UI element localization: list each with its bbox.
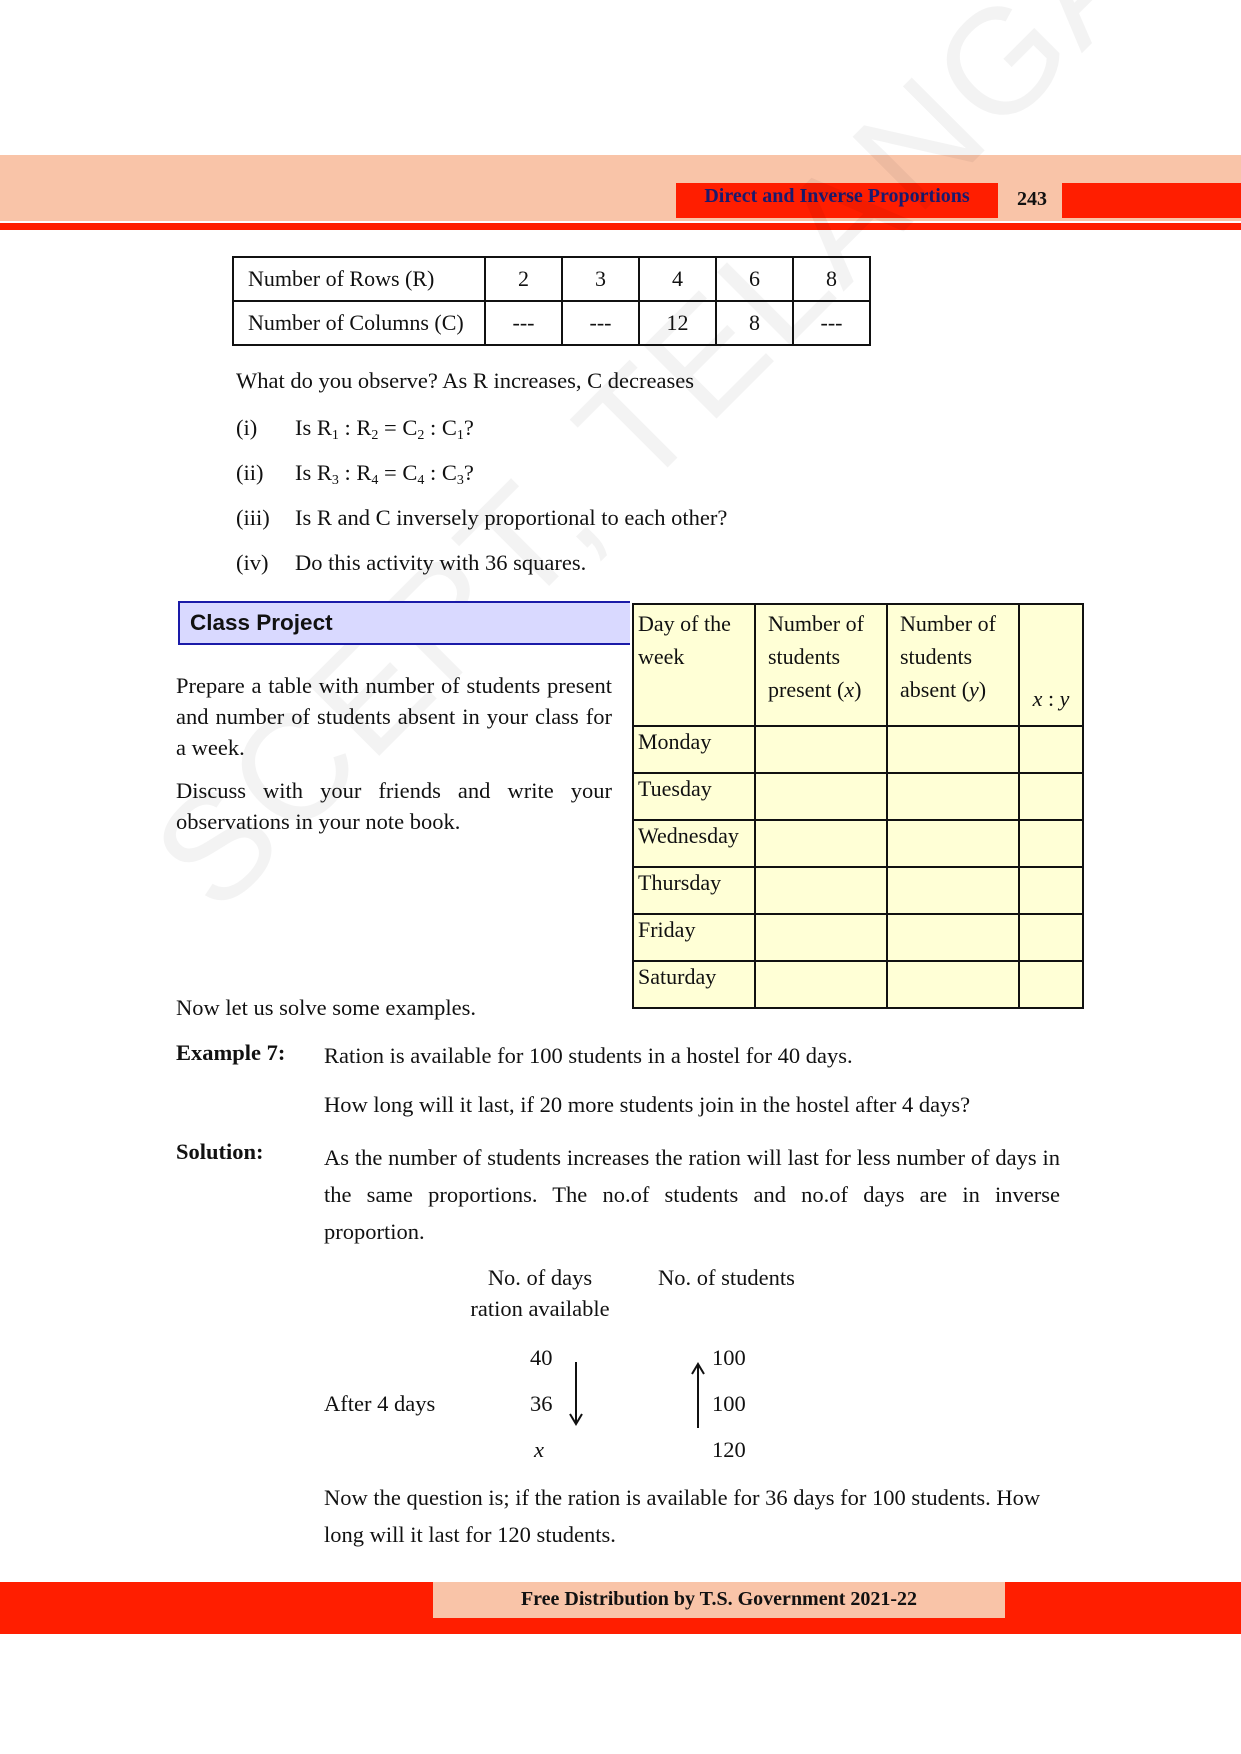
- solution-label: Solution:: [176, 1139, 264, 1164]
- days-header: [440, 1262, 640, 1324]
- table-cell[interactable]: [755, 914, 887, 961]
- table-cell[interactable]: [755, 773, 887, 820]
- students-value: 100: [712, 1345, 746, 1370]
- chapter-title: Direct and Inverse Proportions: [704, 185, 970, 207]
- table-cell[interactable]: [755, 867, 887, 914]
- example-line2: How long will it last, if 20 more students join in the hostel after 4 days?: [324, 1092, 971, 1117]
- table-cell: 8: [793, 257, 870, 301]
- students-header: No. of students: [658, 1265, 795, 1290]
- days-header-line2: ration available: [470, 1296, 610, 1321]
- table-cell: 4: [639, 257, 716, 301]
- class-project-title: Class Project: [190, 610, 333, 635]
- day-cell: Monday: [633, 726, 755, 773]
- table-cell: ---: [485, 301, 562, 345]
- class-project-text: [176, 670, 612, 837]
- table-row: [633, 961, 1083, 1008]
- table-cell[interactable]: [1019, 961, 1083, 1008]
- question-4: Do this activity with 36 squares.: [295, 550, 587, 575]
- column-header: Number of students absent (y): [887, 604, 1019, 726]
- examples-intro: Now let us solve some examples.: [176, 995, 476, 1020]
- example-line1: Ration is available for 100 students in a hostel for 40 days.: [324, 1043, 853, 1068]
- row-label: Number of Rows (R): [233, 257, 485, 301]
- days-header-line1: No. of days: [487, 1265, 593, 1290]
- solution-text: As the number of students increases the ration will last for less number of days in the same proportions. The no.of students and no.of days are in inverse proportion.: [324, 1145, 1060, 1244]
- example-label: Example 7:: [176, 1040, 286, 1065]
- table-cell: 6: [716, 257, 793, 301]
- day-cell: Thursday: [633, 867, 755, 914]
- page-number: 243: [1017, 188, 1047, 210]
- column-header: x : y: [1019, 604, 1083, 726]
- rows-columns-table: [232, 256, 871, 346]
- column-header: Day of the week: [633, 604, 755, 726]
- table-cell: ---: [793, 301, 870, 345]
- day-cell: Wednesday: [633, 820, 755, 867]
- table-cell: 3: [562, 257, 639, 301]
- header-red-line: [0, 223, 1241, 230]
- table-row: [633, 914, 1083, 961]
- observation-text: What do you observe? As R increases, C decreases: [236, 368, 694, 393]
- header-red-block: [1062, 183, 1241, 218]
- table-cell: ---: [562, 301, 639, 345]
- table-row: [233, 257, 870, 301]
- table-cell[interactable]: [887, 961, 1019, 1008]
- table-cell: 12: [639, 301, 716, 345]
- table-cell: 2: [485, 257, 562, 301]
- after-label: After 4 days: [324, 1391, 436, 1416]
- day-cell: Friday: [633, 914, 755, 961]
- question-number: (iii): [236, 505, 270, 530]
- table-cell[interactable]: [755, 820, 887, 867]
- table-cell[interactable]: [887, 914, 1019, 961]
- students-value: 100: [712, 1391, 746, 1416]
- table-row: [633, 726, 1083, 773]
- table-row: [633, 867, 1083, 914]
- table-cell[interactable]: [887, 820, 1019, 867]
- question-number: (ii): [236, 460, 264, 485]
- table-row: [633, 773, 1083, 820]
- table-cell: 8: [716, 301, 793, 345]
- table-cell[interactable]: [887, 773, 1019, 820]
- table-cell[interactable]: [1019, 726, 1083, 773]
- table-cell[interactable]: [1019, 914, 1083, 961]
- down-arrow-icon: [566, 1362, 586, 1428]
- day-cell: Saturday: [633, 961, 755, 1008]
- attendance-table: [632, 603, 1084, 1009]
- question-2: Is $R_3$ : $R_4 = C_4$ : $C_3$?: [295, 460, 474, 488]
- question-1: Is $R_1$ : $R_2 = C_2$ : $C_1$?: [295, 415, 474, 443]
- table-row: [633, 820, 1083, 867]
- question-number: (i): [236, 415, 258, 440]
- table-cell[interactable]: [887, 726, 1019, 773]
- question-3: Is R and C inversely proportional to each other?: [295, 505, 728, 530]
- table-cell[interactable]: [1019, 867, 1083, 914]
- table-row: [233, 301, 870, 345]
- up-arrow-icon: [688, 1360, 708, 1428]
- question-number: (iv): [236, 550, 269, 575]
- question-text: Now the question is; if the ration is available for 36 days for 100 students. How long will it last for 120 students.: [324, 1485, 1041, 1547]
- column-header: Number of students present (x): [755, 604, 887, 726]
- class-project-para1: Prepare a table with number of students present and number of students absent in your class for a week.: [176, 673, 612, 760]
- days-value: 40: [530, 1345, 553, 1370]
- table-cell[interactable]: [1019, 820, 1083, 867]
- students-value: 120: [712, 1437, 746, 1462]
- table-header-row: [633, 604, 1083, 726]
- days-value: x: [534, 1437, 544, 1462]
- table-cell[interactable]: [755, 961, 887, 1008]
- day-cell: Tuesday: [633, 773, 755, 820]
- footer-text: Free Distribution by T.S. Government 2021-22: [520, 1588, 918, 1610]
- row-label: Number of Columns (C): [233, 301, 485, 345]
- table-cell[interactable]: [887, 867, 1019, 914]
- days-value: 36: [530, 1391, 553, 1416]
- class-project-para2: Discuss with your friends and write your observations in your note book.: [176, 778, 612, 834]
- table-cell[interactable]: [1019, 773, 1083, 820]
- table-cell[interactable]: [755, 726, 887, 773]
